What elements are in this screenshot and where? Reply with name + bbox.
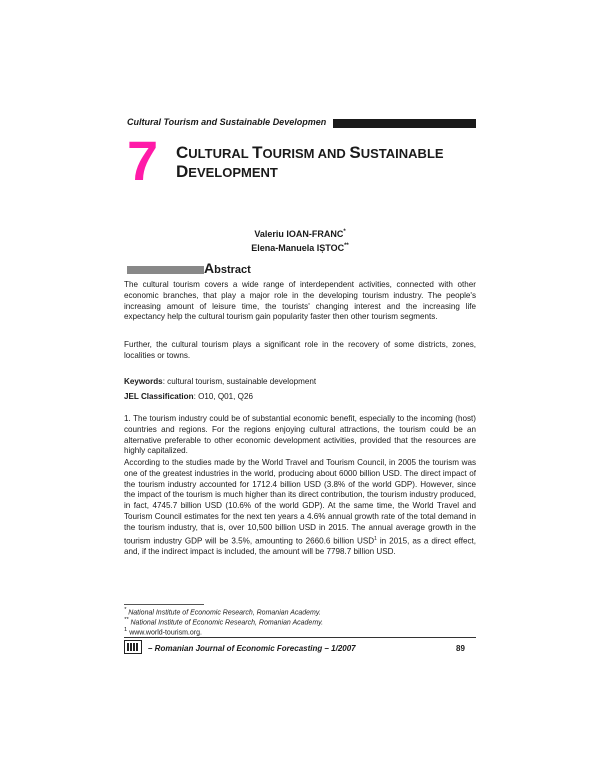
journal-logo-icon [124, 640, 142, 654]
chapter-title: CULTURAL TOURISM AND SUSTAINABLE DEVELOPMENT [176, 143, 444, 181]
body-paragraph: According to the studies made by the World Travel and Tourism Council, in 2005 the tourism was one of the greatest industries in the world, producing about 6000 billion USD. The direct impact of the tourism industry accounted for 1712.4 billion USD (3.8% of the world GDP). However, since the impact of the tourism is much higher than its direct contribution, the tourism industry produced, in fact, 4745.7 billion USD (10.6% of the world GDP). At the same time, the World Travel and Tourism Council estimates for the next ten years a 4.6% annual growth rate of the total demand in the tourism industry, that is, over 10,500 billion USD in 2015. The annual average growth in the tourism industry GDP will be 3.5%, amounting to 2660.6 billion USD$^1$ in 2015, as a direct effect, and, if the indirect impact is included, the amount will be 7798.7 billion USD. [124, 458, 476, 557]
footer-rule [124, 637, 476, 638]
author-1: Valeriu IOAN-FRANC* [254, 229, 346, 239]
footnote: $^1$ www.world-tourism.org. [124, 627, 202, 637]
abstract-bar [127, 266, 204, 274]
abstract-paragraph: The cultural tourism covers a wide range of interdependent activities, connected with other economic branches, that play a major role in the developing tourism industry. The people's increasing amount of leisure time, the tourists' changing interest and the increasing life expectancy help the cultural tourism gain popularity faster then other tourism segments. [124, 280, 476, 322]
jel-classification: JEL Classification: O10, Q01, Q26 [124, 392, 253, 401]
header-bar [333, 119, 476, 128]
abstract-paragraph: Further, the cultural tourism plays a significant role in the recovery of some districts, zones, localities or towns. [124, 340, 476, 360]
keywords: Keywords: cultural tourism, sustainable development [124, 377, 317, 386]
authors [0, 226, 600, 254]
page-number: 89 [456, 644, 465, 653]
chapter-number: 7 [127, 129, 159, 192]
footnote-rule [124, 604, 204, 605]
footnote: ** National Institute of Economic Research, Romanian Academy. [124, 617, 324, 627]
body-paragraph: 1. The tourism industry could be of substantial economic benefit, especially to the incoming (host) countries and regions. For the regions enjoying cultural attractions, the tourism could be an alternative preferable to other economic development activities, provided that the resources are highly capitalized. [124, 414, 476, 456]
journal-name: – Romanian Journal of Economic Forecasting – 1/2007 [148, 644, 356, 653]
running-title: Cultural Tourism and Sustainable Developmen [127, 117, 327, 127]
abstract-heading: Abstract [204, 260, 251, 276]
author-2: Elena-Manuela IȘTOC** [251, 243, 349, 253]
footnote: * National Institute of Economic Research, Romanian Academy. [124, 607, 321, 617]
